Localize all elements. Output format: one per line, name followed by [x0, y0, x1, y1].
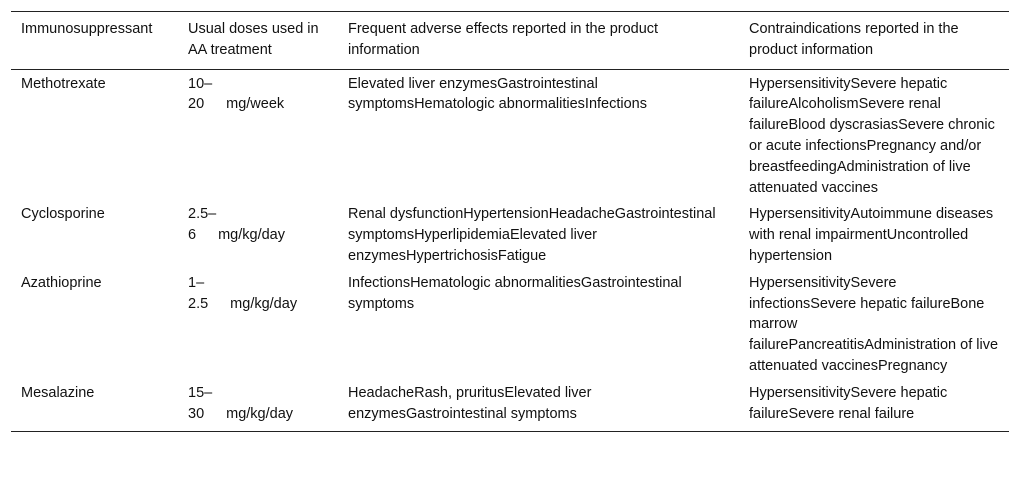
drug-name: Cyclosporine	[21, 206, 105, 223]
dose-unit: mg/kg/day	[226, 405, 294, 422]
header-contraindications: Contraindications reported in the product information	[749, 21, 959, 58]
dose-unit: mg/kg/day	[218, 227, 285, 244]
table-row-azathioprine	[11, 269, 1009, 379]
dose-cell	[178, 379, 338, 432]
dose-cell	[178, 269, 338, 379]
drug-name: Azathioprine	[21, 274, 102, 291]
dose-cell	[178, 200, 338, 268]
adverse-effects: Renal dysfunctionHypertensionHeadacheGastrointestinal symptomsHyperlipidemiaElevated liver enzymesHypertrichosisFatigue	[348, 206, 716, 264]
adverse-effects: HeadacheRash, pruritusElevated liver enzymesGastrointestinal symptoms	[348, 384, 592, 422]
contraindications: HypersensitivitySevere hepatic failureSevere renal failure	[749, 384, 948, 422]
dose-range: 15–	[188, 384, 213, 401]
header-row	[11, 12, 1009, 70]
dose-max: 30	[188, 405, 205, 422]
dose-range: 1–	[188, 274, 205, 291]
drug-name: Mesalazine	[21, 384, 95, 401]
header-adverse-effects: Frequent adverse effects reported in the product information	[348, 21, 659, 58]
dose-max: 20	[188, 96, 205, 113]
dose-range: 2.5–	[188, 206, 217, 223]
header-usual-doses: Usual doses used in AA treatment	[188, 21, 319, 58]
dose-range: 10–	[188, 75, 213, 92]
table-row-methotrexate	[11, 69, 1009, 200]
immunosuppressant-table	[11, 11, 1009, 432]
adverse-effects: Elevated liver enzymesGastrointestinal symptomsHematologic abnormalitiesInfections	[348, 75, 647, 113]
header-immunosuppressant: Immunosuppressant	[21, 21, 153, 37]
contraindications: HypersensitivitySevere infectionsSevere hepatic failureBone marrow failurePancreatitisAdministration of live attenuated vaccinesPregnancy	[749, 274, 999, 374]
contraindications: HypersensitivitySevere hepatic failureAlcoholismSevere renal failureBlood dyscrasiasSevere chronic or acute infectionsPregnancy and/or breastfeedingAdministration of live attenuated vaccines	[749, 75, 995, 196]
dose-max: 2.5	[188, 295, 209, 312]
contraindications: HypersensitivityAutoimmune diseases with renal impairmentUncontrolled hypertension	[749, 206, 994, 264]
adverse-effects: InfectionsHematologic abnormalitiesGastrointestinal symptoms	[348, 274, 682, 312]
table-row-mesalazine	[11, 379, 1009, 432]
dose-max: 6	[188, 227, 197, 244]
table-body	[11, 69, 1009, 432]
dose-cell	[178, 69, 338, 200]
table-row-cyclosporine	[11, 200, 1009, 268]
drug-name: Methotrexate	[21, 75, 106, 92]
dose-unit: mg/week	[226, 96, 285, 113]
table-header	[11, 12, 1009, 70]
dose-unit: mg/kg/day	[230, 295, 298, 312]
